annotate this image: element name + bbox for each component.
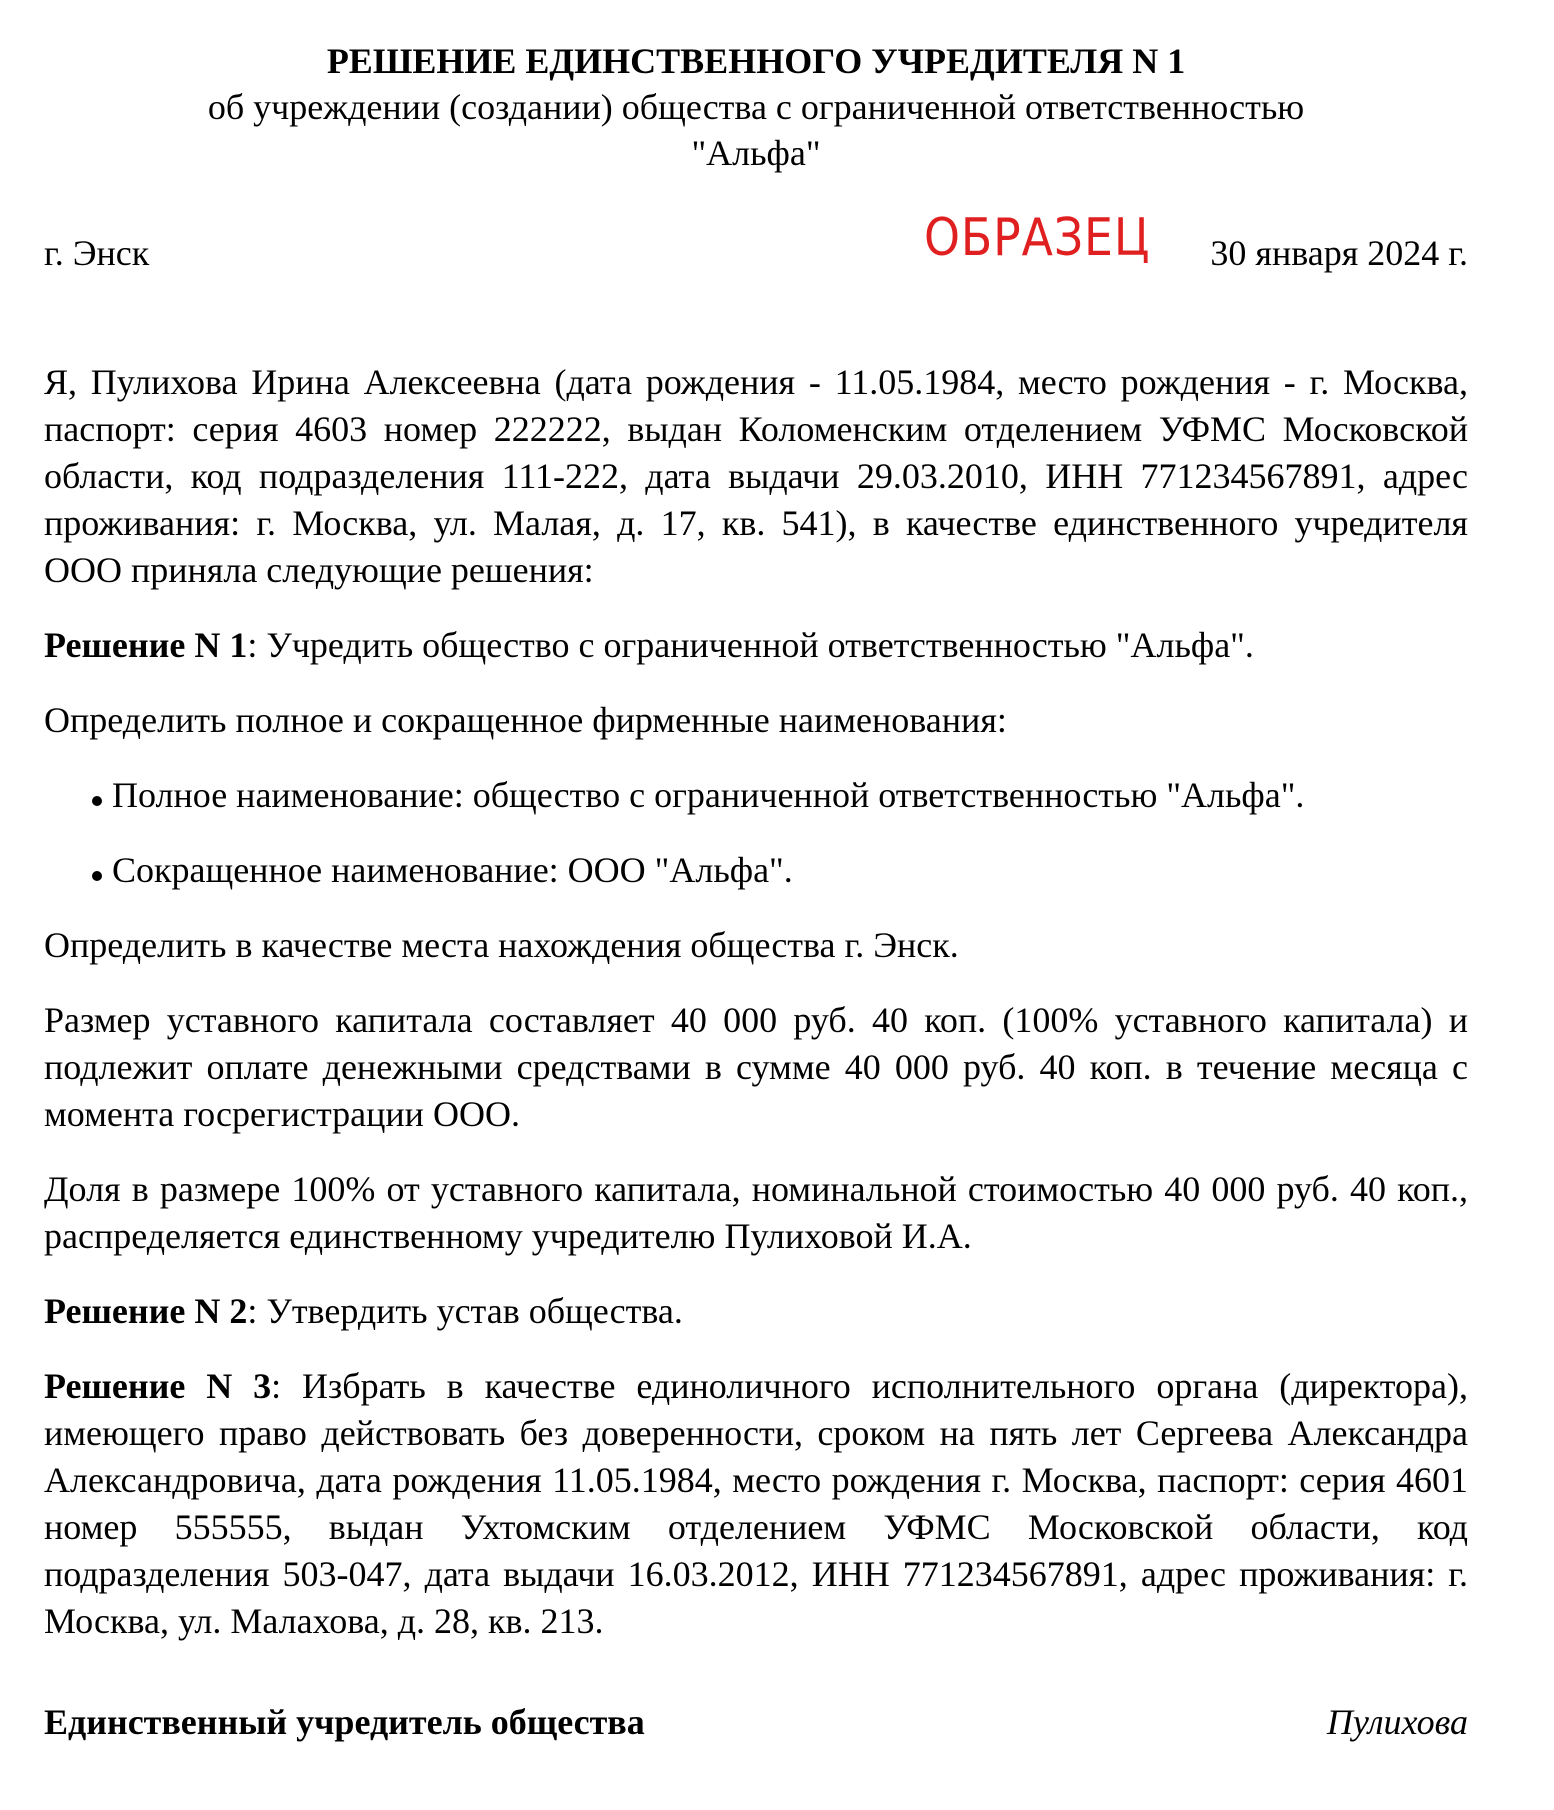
document-subtitle: об учреждении (создании) общества с ограниченной ответственностью — [207, 87, 1305, 127]
company-name: "Альфа" — [691, 133, 821, 173]
signature-row — [44, 1699, 1468, 1749]
decision-3 — [44, 1363, 1468, 1645]
signature-name: Пулихова — [1326, 1702, 1468, 1742]
location-paragraph: Определить в качестве места нахождения общества г. Энск. — [44, 925, 959, 965]
list-item-full-name: Полное наименование: общество с ограниченной ответственностью "Альфа". — [92, 772, 1468, 819]
intro-paragraph: Я, Пулихова Ирина Алексеевна (дата рождения - 11.05.1984, место рождения - г. Москва, паспорт: серия 4603 номер 222222, выдан Коломенским отделением УФМС Московской области, код подразделения 111-222, дата выдачи 29.03.2010, ИНН 771234567891, адрес проживания: г. Москва, ул. Малая, д. 17, кв. 541), в качестве единственного учредителя ООО приняла следующие решения: — [44, 362, 1468, 590]
sample-stamp: ОБРАЗЕЦ — [924, 208, 1151, 268]
document-page — [44, 38, 1468, 1749]
signature-label: Единственный учредитель общества — [44, 1702, 645, 1742]
decision-3-label: Решение N 3 — [44, 1366, 272, 1406]
decision-3-text: : Избрать в качестве единоличного исполнительного органа (директора), имеющего право действовать без доверенности, сроком на пять лет Сергеева Александра Александровича, дата рождения 11.05.1984, место рождения г. Москва, паспорт: серия 4601 номер 555555, выдан Ухтомским отделением УФМС Московской области, код подразделения 503-047, дата выдачи 16.03.2012, ИНН 771234567891, адрес проживания: г. Москва, ул. Малахова, д. 28, кв. 213. — [44, 1366, 1469, 1641]
decision-2 — [44, 1288, 1468, 1335]
place-date-row — [44, 208, 1468, 278]
decision-1-text: : Учредить общество с ограниченной ответственностью "Альфа". — [247, 625, 1254, 665]
names-intro: Определить полное и сокращенное фирменные наименования: — [44, 700, 1007, 740]
decision-1 — [44, 622, 1468, 669]
list-item-short-name: Сокращенное наименование: ООО "Альфа". — [92, 847, 1468, 894]
names-list — [44, 772, 1468, 894]
decision-2-text: : Утвердить устав общества. — [247, 1291, 683, 1331]
decision-2-label: Решение N 2 — [44, 1291, 248, 1331]
document-date: 30 января 2024 г. — [1210, 233, 1468, 273]
share-paragraph: Доля в размере 100% от уставного капитала, номинальной стоимостью 40 000 руб. 40 коп., распределяется единственному учредителю Пулиховой И.А. — [44, 1169, 1468, 1256]
capital-paragraph: Размер уставного капитала составляет 40 000 руб. 40 коп. (100% уставного капитала) и подлежит оплате денежными средствами в сумме 40 000 руб. 40 коп. в течение месяца с момента госрегистрации ООО. — [44, 1000, 1468, 1134]
decision-1-label: Решение N 1 — [44, 625, 248, 665]
document-title: РЕШЕНИЕ ЕДИНСТВЕННОГО УЧРЕДИТЕЛЯ N 1 — [326, 41, 1186, 81]
city: г. Энск — [44, 233, 150, 273]
